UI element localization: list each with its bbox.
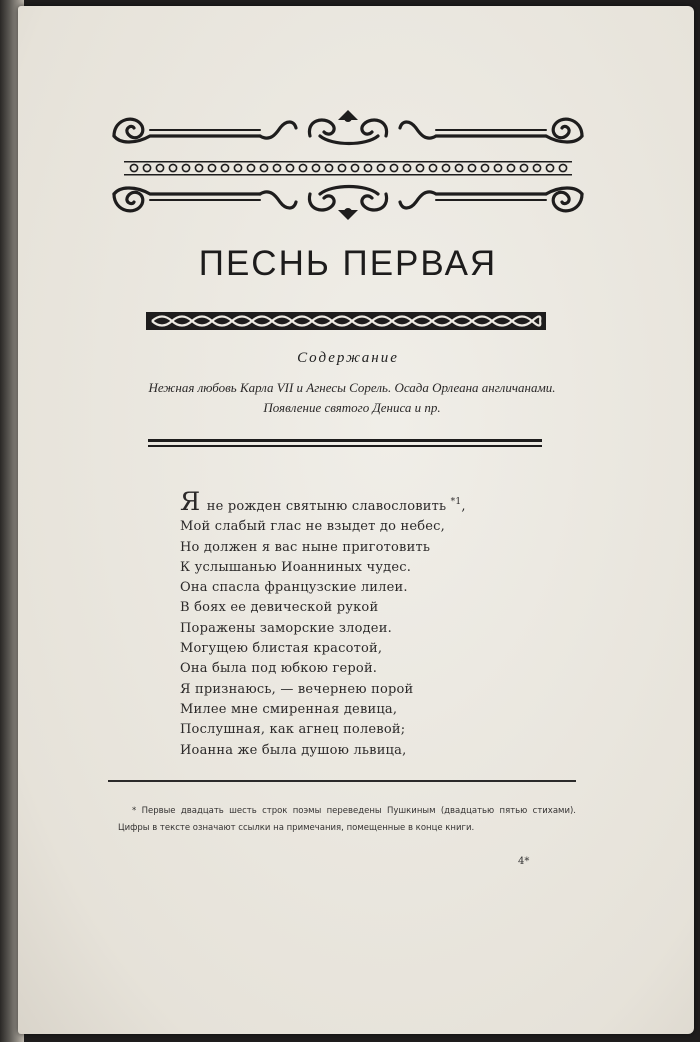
chapter-title: ПЕСНЬ ПЕРВАЯ — [198, 244, 498, 283]
poem-line: Могущею блистая красотой, — [180, 641, 383, 657]
footnote-marker: *1 — [450, 497, 462, 507]
poem-line-first: Я не рожден святыню славословить $^{*1}$, — [180, 487, 466, 516]
poem-line: Мой слабый глас не взыдет до небес, — [180, 519, 445, 535]
braid-ornament — [146, 308, 546, 334]
poem-line: Она была под юбкою герой. — [180, 661, 378, 677]
contents-summary: Нежная любовь Карла VII и Агнесы Сорель. Осада Орлеана англичанами. Появление святого Дениса и пр. — [148, 380, 556, 415]
poem-line: Она спасла французские лилеи. — [180, 580, 408, 596]
poem-line: В боях ее девической рукой — [180, 600, 379, 616]
footnote: * Первые двадцать шесть строк поэмы переведены Пушкиным (двадцатью пятью стихами). Цифры в тексте означают ссылки на примечания, помещенные в конце книги. — [118, 806, 576, 833]
first-line-text: не рожден святыню славословить — [202, 499, 447, 514]
book-page — [18, 6, 694, 1034]
poem-line: Я признаюсь, — вечернею порой — [180, 681, 414, 697]
poem-text — [180, 487, 540, 761]
page-number: 4* — [518, 856, 530, 867]
drop-cap: Я — [180, 487, 201, 516]
contents-heading: Содержание — [297, 350, 399, 366]
header-ornament — [110, 106, 586, 224]
poem-line: Иоанна же была душою львица, — [180, 742, 407, 758]
poem-line: Милее мне смиренная девица, — [180, 701, 398, 717]
poem-line: К услышанью Иоанниных чудес. — [180, 559, 412, 575]
footnote-divider — [108, 780, 576, 782]
poem-line: Поражены заморские злодеи. — [180, 620, 392, 636]
poem-line: Послушная, как агнец полевой; — [180, 722, 406, 738]
poem-line: Но должен я вас ныне приготовить — [180, 539, 431, 555]
double-rule-divider — [148, 439, 542, 447]
